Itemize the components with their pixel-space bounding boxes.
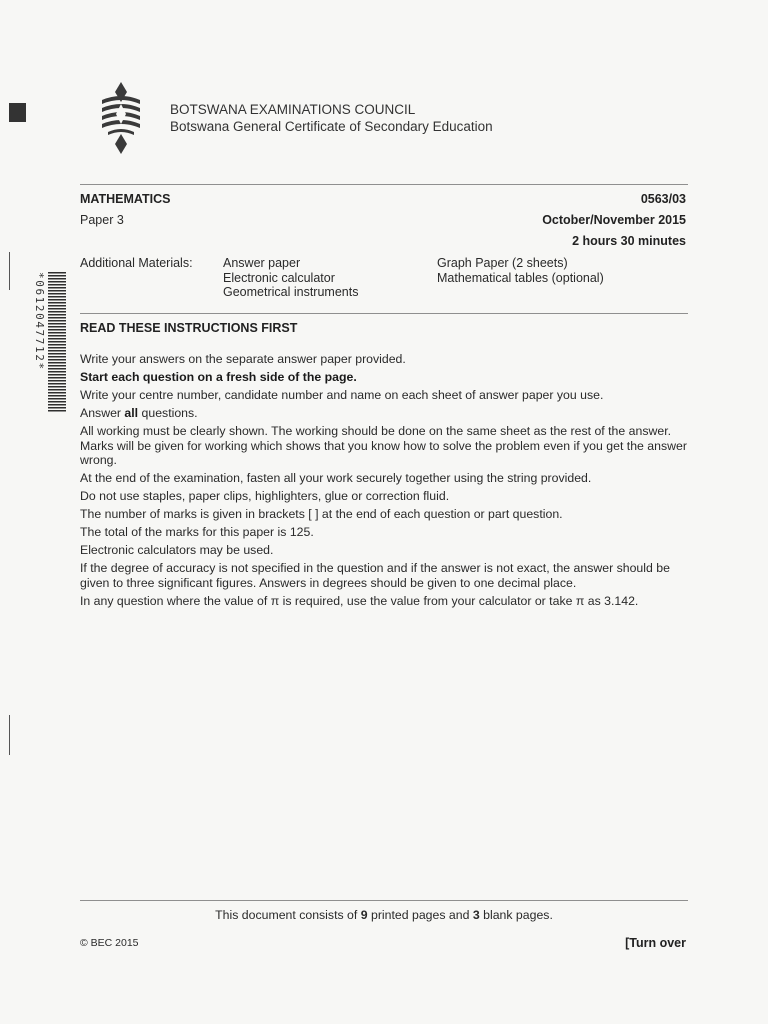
barcode-bars <box>48 272 66 412</box>
footer-text: blank pages. <box>479 908 553 922</box>
instruction-item: Write your centre number, candidate number and name on each sheet of answer paper you use. <box>80 388 604 402</box>
edge-scan-mark <box>9 715 10 755</box>
instruction-bold: all <box>124 406 139 420</box>
candidate-barcode <box>26 272 66 412</box>
material-item: Graph Paper (2 sheets) <box>437 256 568 270</box>
barcode-digits: *0612047712* <box>33 272 46 371</box>
instruction-bold: Start each question on a fresh side of the page. <box>80 370 357 384</box>
exam-session: October/November 2015 <box>542 213 686 227</box>
footer-text: printed pages and <box>367 908 473 922</box>
instruction-item: The total of the marks for this paper is 125. <box>80 525 314 539</box>
instruction-item: Do not use staples, paper clips, highlighters, glue or correction fluid. <box>80 489 450 503</box>
instruction-item: The number of marks is given in brackets [ ] at the end of each question or part question. <box>80 507 563 521</box>
instruction-item: At the end of the examination, fasten all your work securely together using the string provided. <box>80 471 592 485</box>
instructions-title: READ THESE INSTRUCTIONS FIRST <box>80 321 298 335</box>
printed-page-count: 9 <box>360 908 368 922</box>
paper-number: Paper 3 <box>80 213 124 227</box>
footer-divider <box>80 900 688 901</box>
turn-over-note: [Turn over <box>625 936 686 950</box>
middle-divider <box>80 313 688 314</box>
instruction-item <box>80 406 688 421</box>
material-item: Answer paper <box>223 256 301 270</box>
instruction-item: Write your answers on the separate answer paper provided. <box>80 352 406 366</box>
instruction-item: Electronic calculators may be used. <box>80 543 274 557</box>
organization-name: BOTSWANA EXAMINATIONS COUNCIL <box>170 102 416 117</box>
material-item: Mathematical tables (optional) <box>437 270 604 285</box>
instruction-item <box>80 370 688 385</box>
edge-scan-mark <box>9 252 10 290</box>
exam-duration: 2 hours 30 minutes <box>572 234 686 248</box>
instruction-text: Answer <box>80 406 125 420</box>
registration-marker <box>9 103 26 122</box>
materials-label: Additional Materials: <box>80 256 193 270</box>
subject-title: MATHEMATICS <box>80 192 171 206</box>
blank-page-count: 3 <box>472 908 480 922</box>
instruction-item: In any question where the value of π is required, use the value from your calculator or take π as 3.142. <box>80 593 639 608</box>
certificate-name: Botswana General Certificate of Secondary Education <box>170 119 493 134</box>
instruction-text: questions. <box>138 406 198 420</box>
instruction-item: If the degree of accuracy is not specified in the question and if the answer is not exact, the answer should be given to three significant figures. Answers in degrees should be given to one decimal place. <box>80 561 670 590</box>
material-item: Electronic calculator <box>223 270 335 285</box>
materials-list-2 <box>437 256 604 285</box>
material-item: Geometrical instruments <box>223 285 359 299</box>
top-divider <box>80 184 688 185</box>
syllabus-code: 0563/03 <box>640 192 686 206</box>
instruction-item: Marks will be given for working which shows that you know how to solve the problem even if you get the answer wrong. <box>80 438 687 467</box>
footer-text: This document consists of <box>215 908 361 922</box>
materials-list-1 <box>223 256 358 300</box>
instruction-item: All working must be clearly shown. The working should be done on the same sheet as the rest of the answer. <box>80 424 672 438</box>
instructions-list <box>80 352 688 612</box>
page-count-note <box>80 908 688 922</box>
organization-block <box>170 101 493 135</box>
bec-logo-icon <box>100 82 142 154</box>
copyright: © BEC 2015 <box>80 937 139 949</box>
